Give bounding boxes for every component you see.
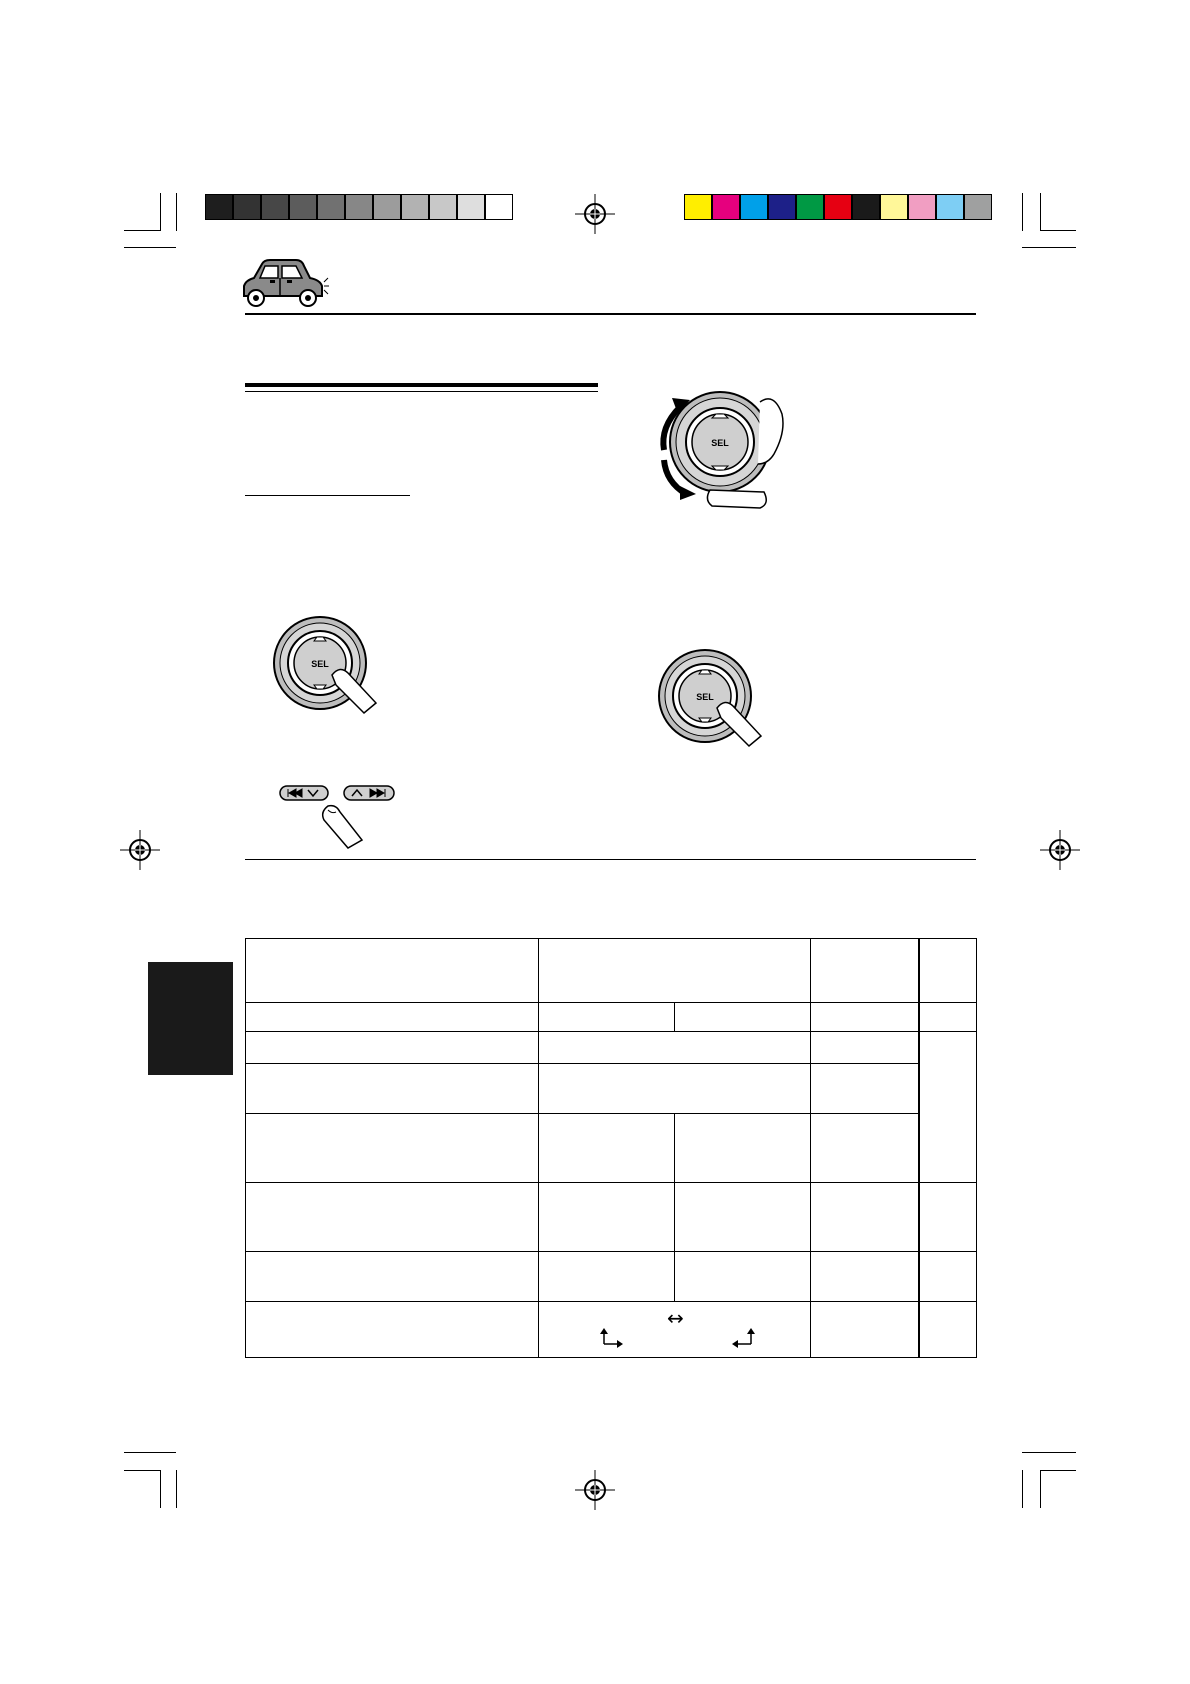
gray-swatch bbox=[373, 194, 401, 220]
crop-mark bbox=[124, 1470, 160, 1471]
crop-mark bbox=[176, 1470, 177, 1508]
color-swatch bbox=[936, 194, 964, 220]
section-divider bbox=[245, 859, 976, 860]
color-swatch bbox=[740, 194, 768, 220]
table-cell bbox=[811, 1302, 919, 1358]
down-right-arrow-icon bbox=[600, 1328, 624, 1350]
crop-mark bbox=[160, 193, 161, 231]
table-cell bbox=[675, 1252, 811, 1302]
crop-mark bbox=[124, 230, 160, 231]
color-swatch bbox=[684, 194, 712, 220]
table-cell bbox=[919, 939, 977, 1003]
crop-mark bbox=[176, 193, 177, 231]
table-cell bbox=[246, 1252, 539, 1302]
table-cell bbox=[919, 1032, 977, 1183]
table-cell bbox=[919, 1252, 977, 1302]
table-cell bbox=[246, 1003, 539, 1032]
table-cell bbox=[539, 1003, 675, 1032]
table-cell bbox=[246, 939, 539, 1003]
color-swatch bbox=[824, 194, 852, 220]
color-swatch bbox=[908, 194, 936, 220]
table-cell bbox=[675, 1003, 811, 1032]
table-cell bbox=[539, 1183, 675, 1252]
color-swatch bbox=[768, 194, 796, 220]
gray-swatch bbox=[457, 194, 485, 220]
registration-mark-icon bbox=[575, 1470, 615, 1510]
color-swatch bbox=[880, 194, 908, 220]
table-cell bbox=[246, 1064, 539, 1114]
gray-swatch bbox=[261, 194, 289, 220]
gray-swatch bbox=[317, 194, 345, 220]
table-cell bbox=[539, 1064, 811, 1114]
gray-swatch bbox=[233, 194, 261, 220]
table-cell bbox=[675, 1114, 811, 1183]
knob-label: SEL bbox=[711, 438, 729, 448]
crop-mark bbox=[1022, 1452, 1076, 1453]
table-cell bbox=[246, 1032, 539, 1064]
sel-knob-rotate-icon bbox=[650, 382, 800, 517]
color-swatch bbox=[964, 194, 992, 220]
gray-swatch bbox=[401, 194, 429, 220]
table-cell bbox=[246, 1183, 539, 1252]
table-cell bbox=[811, 1003, 919, 1032]
knob-label: SEL bbox=[311, 659, 329, 669]
crop-mark bbox=[1040, 230, 1076, 231]
crop-mark bbox=[1040, 1470, 1041, 1508]
table-cell bbox=[246, 1302, 539, 1358]
table-cell bbox=[811, 1252, 919, 1302]
section-title-rule bbox=[245, 383, 598, 387]
up-left-arrow-icon bbox=[731, 1328, 755, 1350]
table-cell bbox=[811, 1064, 919, 1114]
registration-mark-icon bbox=[1040, 830, 1080, 870]
table-cell bbox=[539, 1032, 811, 1064]
registration-mark-icon bbox=[120, 830, 160, 870]
table-cell bbox=[246, 1114, 539, 1183]
double-arrow-icon: ↔ bbox=[667, 1306, 684, 1330]
table-cell bbox=[811, 1032, 919, 1064]
table-cell bbox=[919, 1302, 977, 1358]
table-cell bbox=[919, 1183, 977, 1252]
table-cell bbox=[811, 939, 919, 1003]
color-swatch bbox=[796, 194, 824, 220]
table-cell bbox=[539, 939, 811, 1003]
sel-knob-press-icon bbox=[270, 615, 390, 715]
color-swatch bbox=[852, 194, 880, 220]
crop-mark bbox=[124, 247, 176, 248]
knob-label: SEL bbox=[696, 692, 714, 702]
registration-mark-icon bbox=[575, 194, 615, 234]
crop-mark bbox=[1022, 193, 1023, 231]
language-side-tab bbox=[148, 962, 233, 1075]
sel-knob-press-icon bbox=[655, 648, 775, 748]
section-title-rule bbox=[245, 391, 598, 392]
settings-table bbox=[245, 938, 977, 1358]
table-cell bbox=[539, 1252, 675, 1302]
header-rule bbox=[245, 313, 976, 315]
gray-swatch bbox=[345, 194, 373, 220]
table-cell bbox=[811, 1114, 919, 1183]
crop-mark bbox=[160, 1470, 161, 1508]
car-icon bbox=[240, 256, 330, 308]
gray-swatch bbox=[289, 194, 317, 220]
subheading-rule bbox=[245, 495, 410, 496]
crop-mark bbox=[124, 1452, 176, 1453]
table-cell bbox=[811, 1183, 919, 1252]
gray-swatch bbox=[429, 194, 457, 220]
color-swatch bbox=[712, 194, 740, 220]
crop-mark bbox=[1022, 247, 1076, 248]
crop-mark bbox=[1040, 193, 1041, 231]
table-cell bbox=[675, 1183, 811, 1252]
table-cell bbox=[919, 1003, 977, 1032]
crop-mark bbox=[1040, 1470, 1076, 1471]
crop-mark bbox=[1022, 1470, 1023, 1508]
gray-swatch bbox=[205, 194, 233, 220]
table-cell bbox=[539, 1114, 675, 1183]
gray-swatch bbox=[485, 194, 513, 220]
skip-buttons-icon bbox=[278, 784, 398, 850]
